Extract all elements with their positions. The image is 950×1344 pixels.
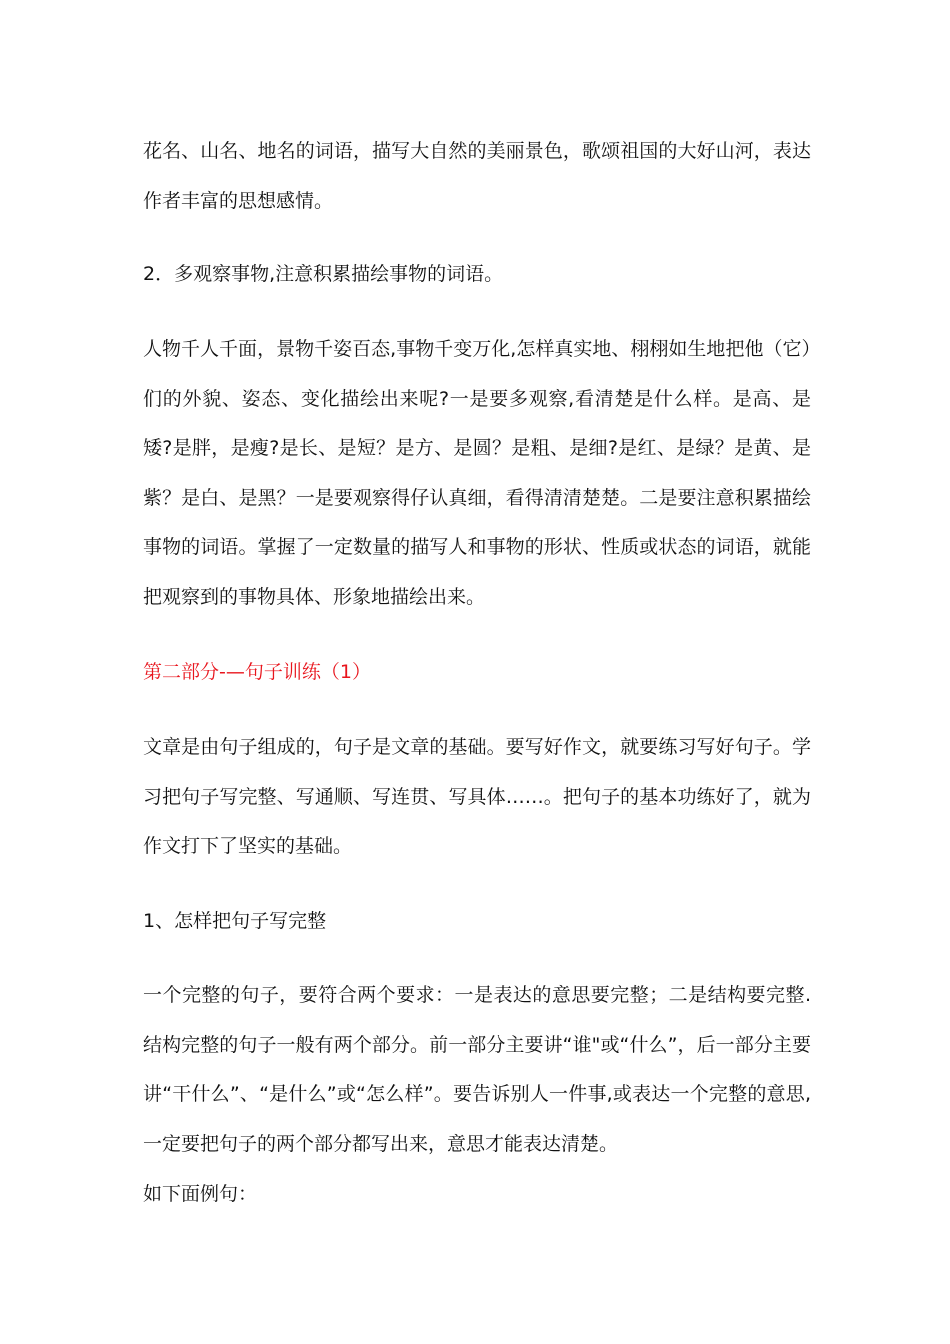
paragraph-sentence-basics: 文章是由句子组成的，句子是文章的基础。要写好作文，就要练习写好句子。学习把句子写完整、写通顺、写连贯、写具体……。把句子的基本功练好了，就为作文打下了坚实的基础。	[143, 736, 811, 857]
paragraph-complete-sentence: 一个完整的句子，要符合两个要求：一是表达的意思要完整；二是结构要完整.结构完整的句子一般有两个部分。前一部分主要讲“谁"或“什么”，后一部分主要讲“干什么”、“是什么”或“怎么样”。要告诉别人一件事,或表达一个完整的意思,一定要把句子的两个部分都写出来，意思才能表达清楚。	[143, 984, 811, 1155]
paragraph-observation: 人物千人千面，景物千姿百态,事物千变万化,怎样真实地、栩栩如生地把他（它）们的外貌、姿态、变化描绘出来呢?一是要多观察,看清楚是什么样。是高、是矮?是胖，是瘦?是长、是短？是方、是圆？是粗、是细?是红、是绿？是黄、是紫？是白、是黑？一是要观察得仔认真细，看得清清楚楚。二是要注意积累描绘事物的词语。掌握了一定数量的描写人和事物的形状、性质或状态的词语，就能把观察到的事物具体、形象地描绘出来。	[143, 338, 811, 608]
paragraph-example-intro: 如下面例句：	[143, 1183, 258, 1205]
paragraph-intro-continuation: 花名、山名、地名的词语，描写大自然的美丽景色，歌颂祖国的大好山河，表达作者丰富的思想感情。	[143, 140, 811, 212]
subheading-complete-sentence: 1、怎样把句子写完整	[143, 910, 327, 932]
section-heading-part-two: 第二部分-—句子训练（1）	[143, 661, 371, 683]
paragraph-point-2: 2．多观察事物,注意积累描绘事物的词语。	[143, 263, 504, 285]
